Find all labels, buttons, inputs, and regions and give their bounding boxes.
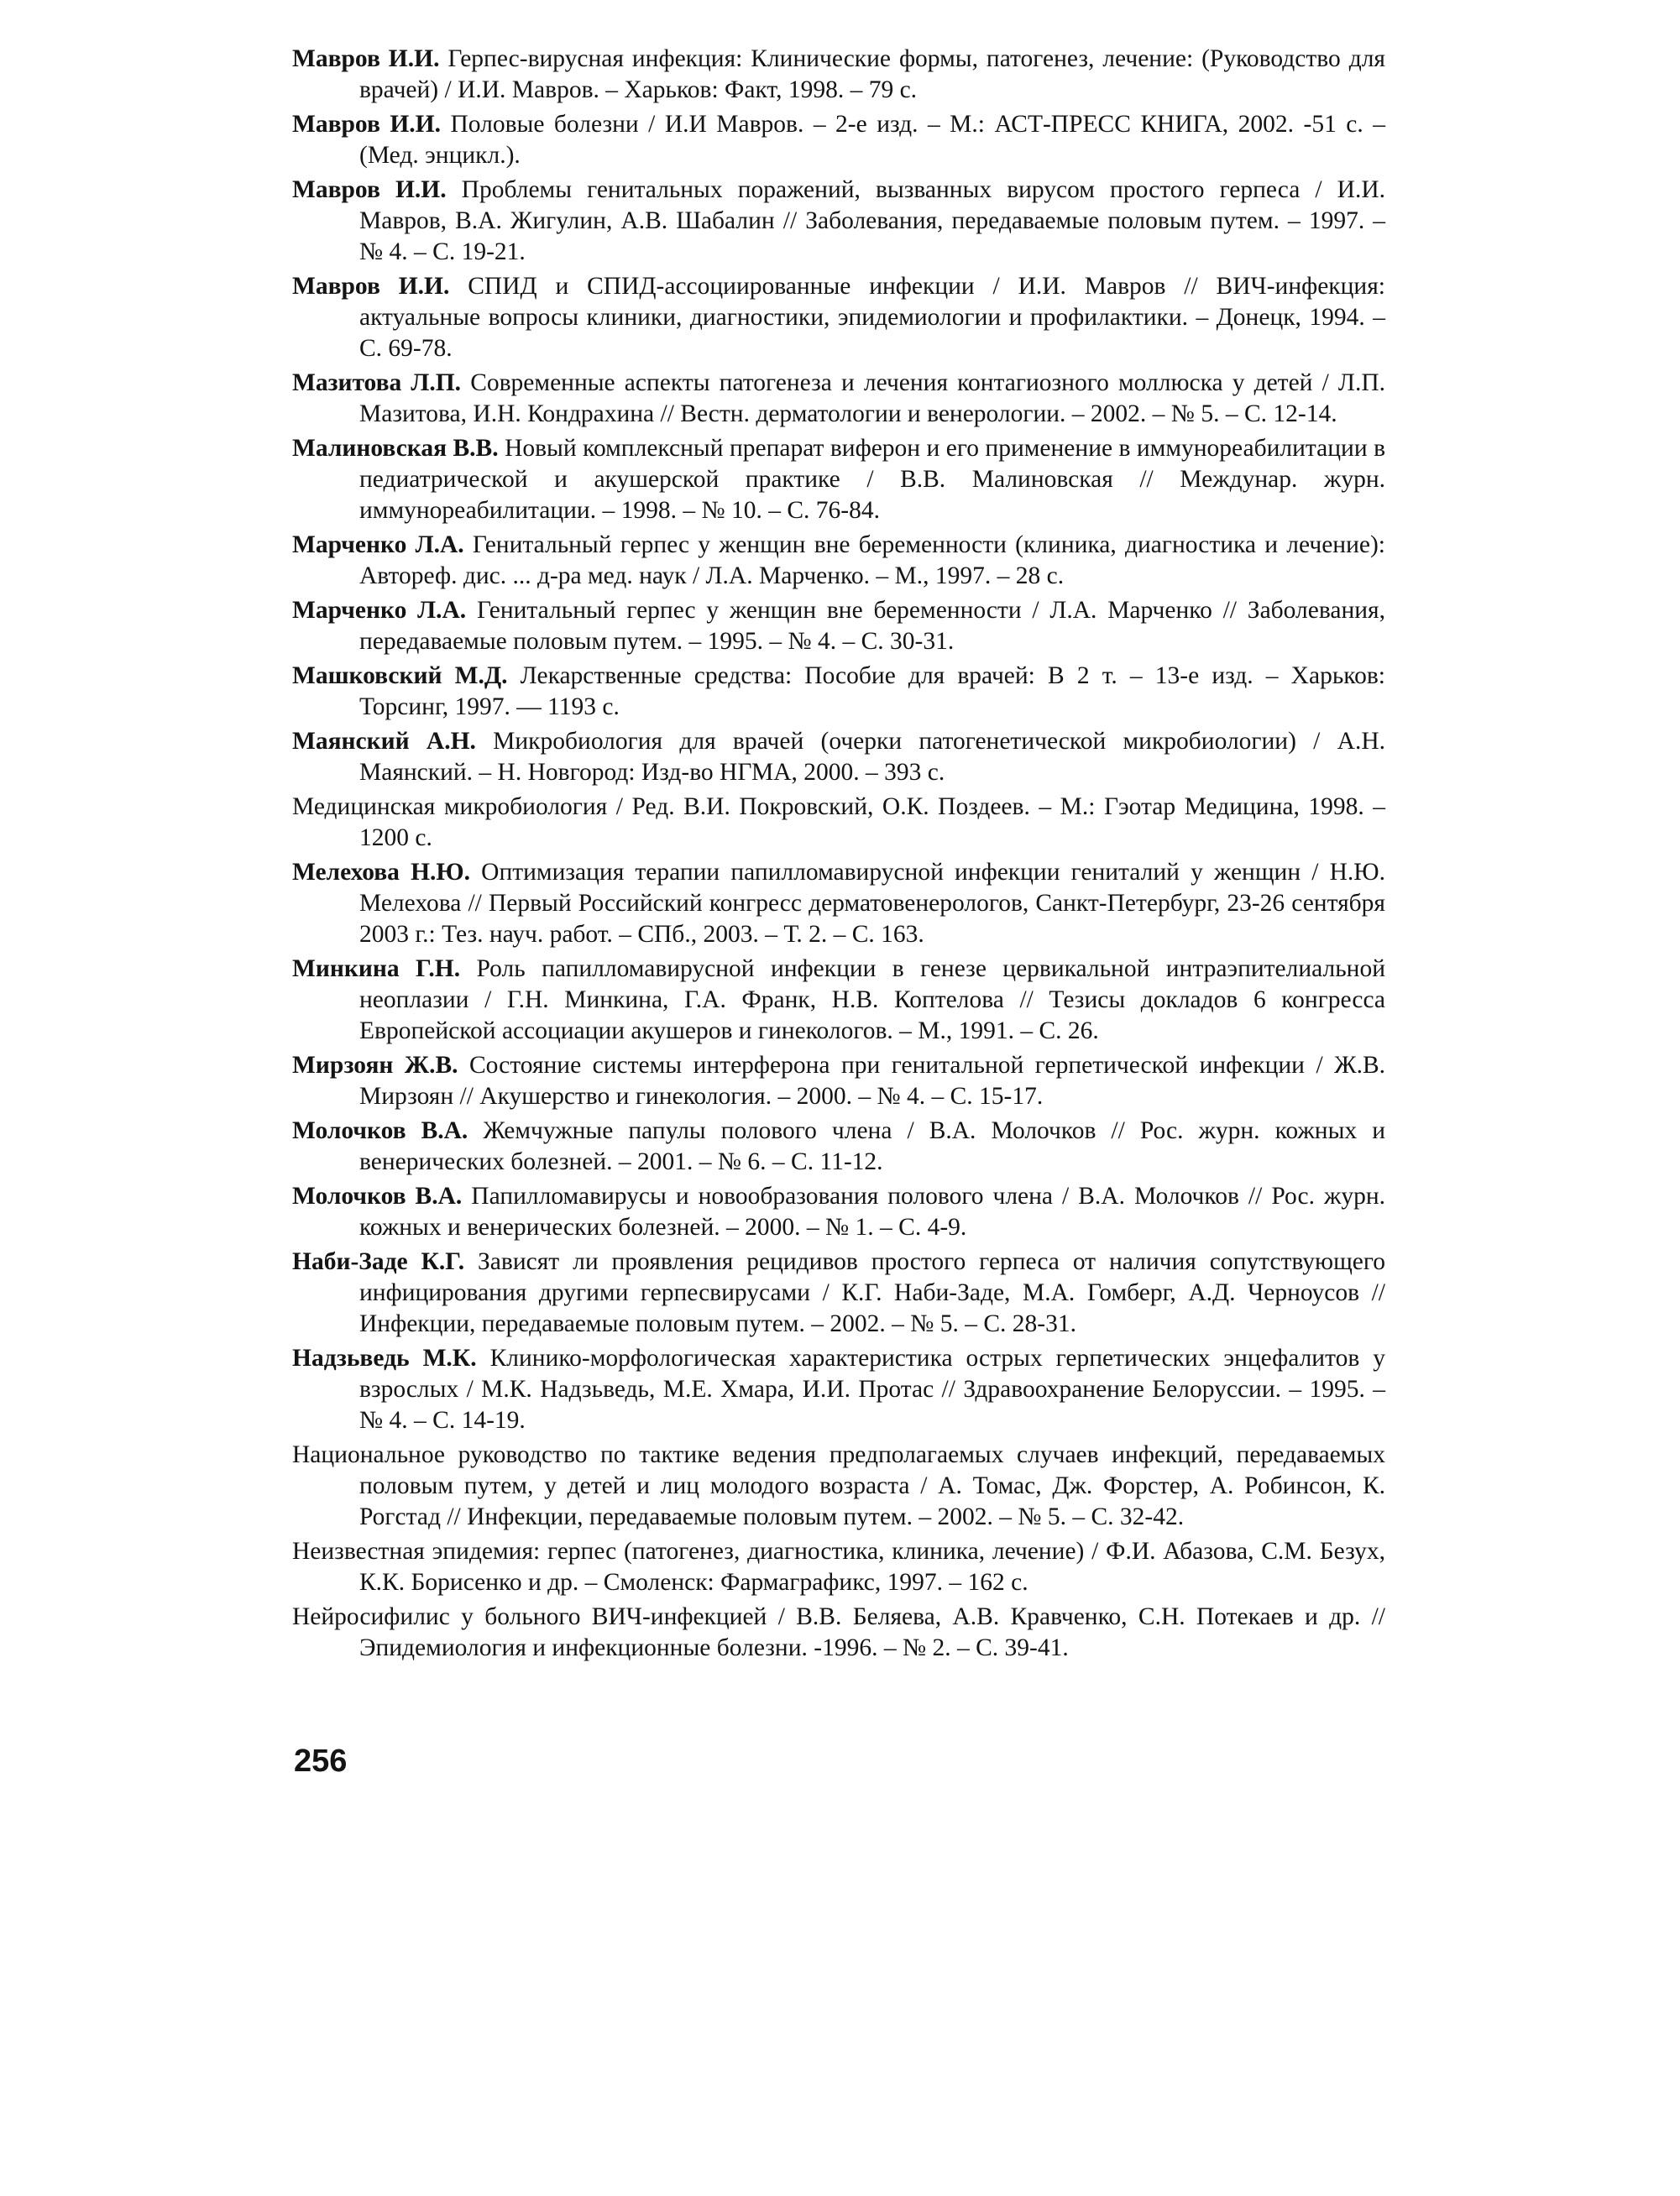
- entry-text: Микробиология для врачей (очерки патогенетической микробиологии) / А.Н. Маянский. – Н. Новгород: Изд-во НГМА, 2000. – 393 с.: [359, 728, 1385, 786]
- entry-text: Генитальный герпес у женщин вне беременности / Л.А. Марченко // Заболевания, передаваемые половым путем. – 1995. – № 4. – С. 30-31.: [359, 597, 1385, 655]
- bibliography-entry: [292, 175, 1385, 268]
- entry-author: Маянский А.Н.: [292, 728, 476, 755]
- entry-author: Мавров И.И.: [292, 176, 447, 203]
- entry-author: Марченко Л.А.: [292, 597, 467, 624]
- bibliography-entry: [292, 44, 1385, 106]
- entry-text: Роль папилломавирусной инфекции в генезе цервикальной интраэпителиальной неоплазии / Г.Н. Минкина, Г.А. Франк, Н.В. Коптелова // Тезисы докладов 6 конгресса Европейской ассоциации акушеров и гинекологов. – М., 1991. – С. 26.: [359, 955, 1386, 1044]
- page-number: 256: [294, 1744, 348, 1779]
- bibliography-entry: [292, 271, 1385, 364]
- entry-text: Оптимизация терапии папилломавирусной инфекции гениталий у женщин / Н.Ю. Мелехова // Первый Российский конгресс дерматовенерологов, Санкт-Петербург, 23-26 сентября 2003 г.: Тез. науч. работ. – СПб., 2003. – Т. 2. – С. 163.: [359, 859, 1386, 948]
- entry-text: Неизвестная эпидемия: герпес (патогенез, диагностика, клиника, лечение) / Ф.И. Абазова, С.М. Безух, К.К. Борисенко и др. – Смоленск: Фармаграфикс, 1997. – 162 с.: [292, 1538, 1385, 1596]
- entry-author: Машковский М.Д.: [292, 662, 508, 689]
- entry-text: Новый комплексный препарат виферон и его применение в иммунореабилитации в педиатрической и акушерской практике / В.В. Малиновская // Междунар. журн. иммунореабилитации. – 1998. – № 10. – С. 76-84.: [359, 435, 1385, 524]
- bibliography-entry: [292, 1050, 1385, 1112]
- entry-text: Национальное руководство по тактике ведения предполагаемых случаев инфекций, передаваемых половым путем, у детей и лиц молодого возраста / А. Томас, Дж. Форстер, А. Робинсон, К. Рогстад // Инфекции, передаваемые половым путем. – 2002. – № 5. – С. 32-42.: [292, 1441, 1385, 1530]
- bibliography-entry: [292, 530, 1385, 592]
- entry-author: Марченко Л.А.: [292, 531, 464, 558]
- bibliography-entry: [292, 1116, 1385, 1178]
- entry-text: СПИД и СПИД-ассоциированные инфекции / И.И. Мавров // ВИЧ-инфекция: актуальные вопросы клиники, диагностики, эпидемиологии и профилактики. – Донецк, 1994. – С. 69-78.: [359, 273, 1385, 362]
- entry-text: Современные аспекты патогенеза и лечения контагиозного моллюска у детей / Л.П. Мазитова, И.Н. Кондрахина // Вестн. дерматологии и венерологии. – 2002. – № 5. – С. 12-14.: [359, 369, 1385, 427]
- entry-text: Герпес-вирусная инфекция: Клинические формы, патогенез, лечение: (Руководство для врачей) / И.И. Мавров. – Харьков: Факт, 1998. – 79 с.: [359, 45, 1385, 103]
- bibliography-entry: [292, 1602, 1385, 1664]
- bibliography-entry: [292, 726, 1385, 788]
- entry-text: Зависят ли проявления рецидивов простого герпеса от наличия сопутствующего инфицирования другими герпесвирусами / К.Г. Наби-Заде, М.А. Гомберг, А.Д. Черноусов // Инфекции, передаваемые половым путем. – 2002. – № 5. – С. 28-31.: [359, 1248, 1385, 1337]
- entry-author: Молочков В.А.: [292, 1183, 463, 1210]
- entry-author: Мавров И.И.: [292, 45, 440, 72]
- entry-author: Наби-Заде К.Г.: [292, 1248, 465, 1275]
- entry-text: Половые болезни / И.И Мавров. – 2-е изд. – М.: АСТ-ПРЕСС КНИГА, 2002. -51 с. – (Мед. энцикл.).: [359, 111, 1385, 169]
- bibliography-entry: [292, 1181, 1385, 1243]
- bibliography-entry: [292, 1343, 1385, 1436]
- entry-text: Папилломавирусы и новообразования полового члена / В.А. Молочков // Рос. журн. кожных и венерических болезней. – 2000. – № 1. – С. 4-9.: [359, 1183, 1385, 1241]
- bibliography-entry: [292, 1440, 1385, 1533]
- bibliography-entry: [292, 595, 1385, 657]
- entry-author: Малиновская В.В.: [292, 435, 499, 462]
- entry-text: Генитальный герпес у женщин вне беременности (клиника, диагностика и лечение): Автореф. дис. ... д-ра мед. наук / Л.А. Марченко. – М., 1997. – 28 с.: [359, 531, 1385, 589]
- bibliography-list: [292, 44, 1385, 1667]
- bibliography-entry: [292, 661, 1385, 723]
- bibliography-entry: [292, 109, 1385, 171]
- entry-author: Надзьведь М.К.: [292, 1345, 477, 1372]
- entry-text: Нейросифилис у больного ВИЧ-инфекцией / В.В. Беляева, А.В. Кравченко, С.Н. Потекаев и др. // Эпидемиология и инфекционные болезни. -1996. – № 2. – С. 39-41.: [292, 1603, 1385, 1661]
- entry-author: Мавров И.И.: [292, 111, 441, 138]
- entry-text: Жемчужные папулы полового члена / В.А. Молочков // Рос. журн. кожных и венерических болезней. – 2001. – № 6. – С. 11-12.: [359, 1117, 1385, 1175]
- bibliography-entry: [292, 954, 1385, 1047]
- entry-author: Мазитова Л.П.: [292, 369, 462, 396]
- bibliography-entry: [292, 792, 1385, 854]
- entry-author: Молочков В.А.: [292, 1117, 468, 1144]
- bibliography-entry: [292, 368, 1385, 430]
- entry-text: Состояние системы интерферона при генитальной герпетической инфекции / Ж.В. Мирзоян // Акушерство и гинекология. – 2000. – № 4. – С. 15-17.: [359, 1052, 1385, 1110]
- bibliography-entry: [292, 1247, 1385, 1340]
- entry-text: Клинико-морфологическая характеристика острых герпетических энцефалитов у взрослых / М.К. Надзьведь, М.Е. Хмара, И.И. Протас // Здравоохранение Белоруссии. – 1995. – № 4. – С. 14-19.: [359, 1345, 1386, 1434]
- entry-text: Лекарственные средства: Пособие для врачей: В 2 т. – 13-е изд. – Харьков: Торсинг, 1997. — 1193 с.: [359, 662, 1385, 720]
- bibliography-entry: [292, 857, 1385, 950]
- entry-author: Мирзоян Ж.В.: [292, 1052, 458, 1079]
- entry-author: Мавров И.И.: [292, 273, 450, 300]
- entry-author: Минкина Г.Н.: [292, 955, 461, 982]
- entry-text: Проблемы генитальных поражений, вызванных вирусом простого герпеса / И.И. Мавров, В.А. Жигулин, А.В. Шабалин // Заболевания, передаваемые половым путем. – 1997. – № 4. – С. 19-21.: [359, 176, 1385, 265]
- bibliography-entry: [292, 433, 1385, 526]
- entry-author: Мелехова Н.Ю.: [292, 859, 470, 886]
- bibliography-entry: [292, 1536, 1385, 1598]
- entry-text: Медицинская микробиология / Ред. В.И. Покровский, О.К. Поздеев. – М.: Гэотар Медицина, 1998. – 1200 с.: [292, 793, 1385, 851]
